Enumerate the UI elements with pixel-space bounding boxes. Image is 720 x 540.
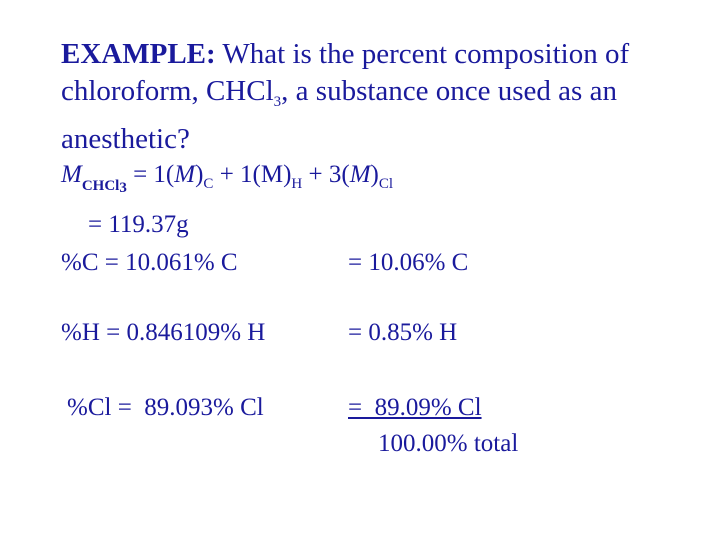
molar-mass-subscript: CHCl [81, 178, 120, 194]
subscript-cl: Cl [378, 176, 394, 192]
example-label: EXAMPLE: [61, 38, 216, 70]
chlorine-percent-rounded: = 89.09% Cl [348, 394, 482, 421]
formula-subscript: 3 [273, 94, 282, 110]
total-percent: 100.00% total [378, 430, 519, 457]
equation-close-3: ) [370, 161, 379, 188]
question-text [61, 36, 681, 158]
hydrogen-percent: %H = 0.846109% H [61, 319, 266, 346]
equation-m-c: M [174, 161, 196, 188]
question-tail: , a substance once used as an anesthetic? [61, 75, 617, 155]
molar-mass-symbol: M [61, 161, 82, 188]
subscript-c: C [203, 176, 214, 192]
subscript-h: H [291, 176, 303, 192]
question-body: What is the percent composition of chloroform, CHCl [61, 38, 630, 107]
equation-part-2: + 1(M) [213, 161, 292, 188]
equation-m-cl: M [349, 161, 371, 188]
chlorine-percent: %Cl = 89.093% Cl [67, 394, 264, 421]
carbon-percent: %C = 10.061% C [61, 249, 238, 276]
total-mass: = 119.37g [88, 211, 189, 238]
carbon-percent-rounded: = 10.06% C [348, 249, 469, 276]
molar-mass-subscript-3: 3 [119, 180, 127, 196]
hydrogen-percent-rounded: = 0.85% H [348, 319, 458, 346]
molar-mass-equation [61, 160, 393, 203]
equation-close-1: ) [195, 161, 204, 188]
equation-part-3: + 3( [302, 161, 350, 188]
equation-part-1: = 1( [126, 161, 175, 188]
